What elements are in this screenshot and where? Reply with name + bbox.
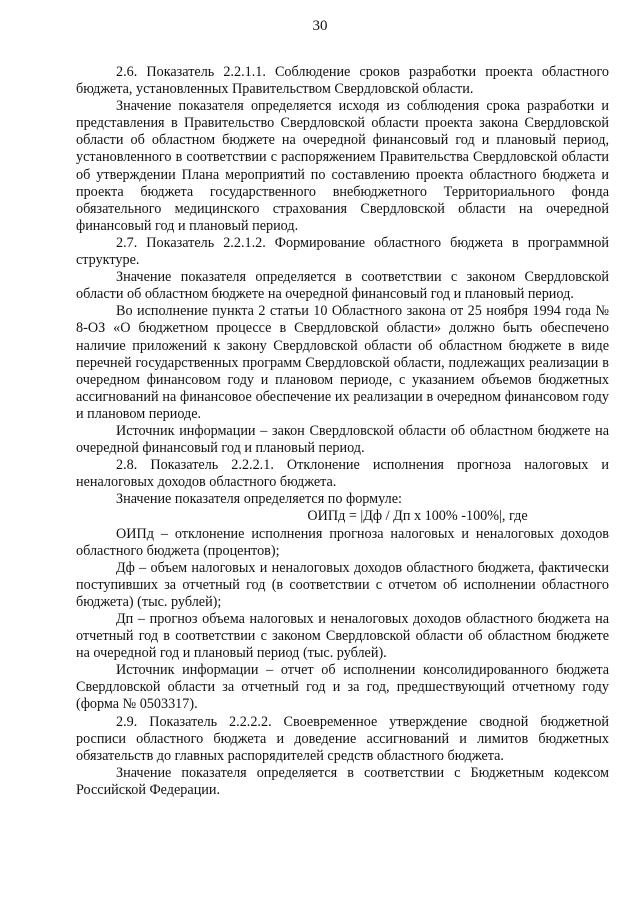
paragraph-indicator-2-9: 2.9. Показатель 2.2.2.2. Своевременное утверждение сводной бюджетной росписи областного бюджета и доведение ассигнований и лимитов бюджетных обязательств до главных распорядителей средств областного бюджета. [76,713,609,764]
definition-oipd: ОИПд – отклонение исполнения прогноза налоговых и неналоговых доходов областного бюджета (процентов); [76,525,609,559]
paragraph-indicator-2-7: 2.7. Показатель 2.2.1.2. Формирование областного бюджета в программной структуре. [76,234,609,269]
paragraph-indicator-2-6-value: Значение показателя определяется исходя из соблюдения срока разработки и представления в Правительство Свердловской области проекта закона Свердловской области об областном бюджете на очередной финансовый год и плановый период, установленного в соответствии с распоряжением Правительства Свердловской области об утверждении Плана мероприятий по составлению проекта областного бюджета и проекта бюджета государственного внебюджетного Территориального фонда обязательного медицинского страхования Свердловской области на очередной финансовый год и плановый период. [76,98,609,234]
page-number: 30 [312,18,328,34]
definition-df: Дф – объем налоговых и неналоговых доходов областного бюджета, фактически поступивших за отчетный год (в соответствии с отчетом об исполнении областного бюджета) (тыс. рублей); [76,559,609,610]
paragraph-indicator-2-8: 2.8. Показатель 2.2.2.1. Отклонение исполнения прогноза налоговых и неналоговых доходов областного бюджета. [76,457,609,491]
formula: ОИПд = |Дф / Дп x 100% -100%|, где [307,508,528,525]
paragraph-information-source-report: Источник информации – отчет об исполнении консолидированного бюджета Свердловской области за отчетный год и за год, предшествующий отчетному году (форма № 0503317). [76,662,609,713]
paragraph-information-source-law: Источник информации – закон Свердловской области об областном бюджете на очередной финансовый год и плановый период. [76,422,609,457]
document-body [76,64,609,799]
paragraph-formula-intro: Значение показателя определяется по формуле: [116,491,402,508]
definition-dp: Дп – прогноз объема налоговых и неналоговых доходов областного бюджета на отчетный год в соответствии с законом Свердловской области об областном бюджете на очередной год и плановый период (тыс. рублей). [76,611,609,662]
paragraph-indicator-2-6: 2.6. Показатель 2.2.1.1. Соблюдение сроков разработки проекта областного бюджета, установленных Правительством Свердловской области. [76,64,609,98]
paragraph-indicator-2-7-value: Значение показателя определяется в соответствии с законом Свердловской области об областном бюджете на очередной финансовый год и плановый период. [76,269,609,303]
paragraph-budget-law-requirement: Во исполнение пункта 2 статьи 10 Областного закона от 25 ноября 1994 года № 8-ОЗ «О бюджетном процессе в Свердловской области» должно быть обеспечено наличие приложений к закону Свердловской области об областном бюджете в виде перечней государственных программ Свердловской области, подлежащих реализации в очередном финансовом году и плановом периоде, с указанием объемов бюджетных ассигнований на финансовое обеспечение их реализации в очередном финансовом году и плановом периоде. [76,303,609,422]
paragraph-indicator-2-9-value: Значение показателя определяется в соответствии с Бюджетным кодексом Российской Федерации. [76,764,609,798]
